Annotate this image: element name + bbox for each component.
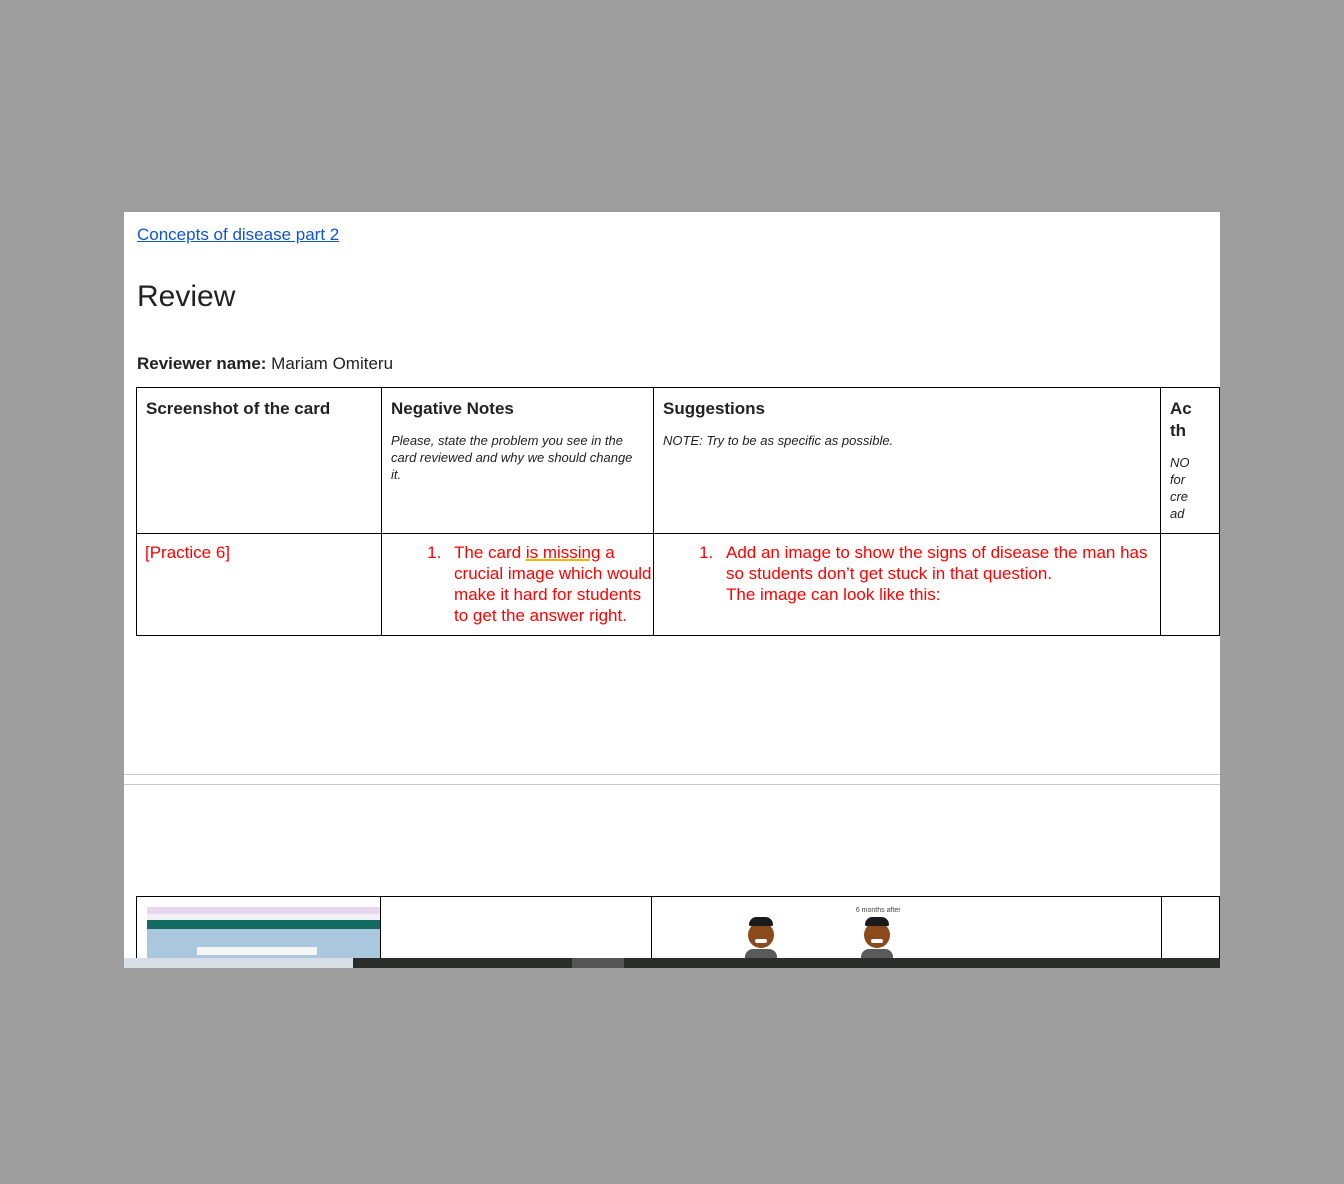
strip-light-segment: [124, 958, 353, 968]
review-table: [136, 387, 1220, 636]
header-cell-partial: [1160, 388, 1219, 534]
header-partial-line2: th: [1169, 421, 1186, 440]
suggestion-cell: [654, 534, 1161, 636]
suggestion-item: [718, 542, 1160, 605]
table-row: [137, 534, 1220, 636]
header-cell-suggestions: [654, 388, 1161, 534]
negative-text: a crucial image which would make it hard for students to get the answer right.: [454, 543, 652, 625]
negative-cell: [382, 534, 654, 636]
negative-notes-list: [382, 542, 653, 626]
reviewer-name: Mariam Omiteru: [266, 354, 394, 373]
document-page: [124, 212, 1220, 968]
partial-cell: [1160, 534, 1219, 636]
bottom-overlay-strip: [124, 958, 1220, 968]
suggestion-text: Add an image to show the signs of disease the man has so students don’t get stuck in that question.: [726, 543, 1148, 583]
header-partial-line1: Ac: [1169, 399, 1192, 418]
negative-text: The card: [454, 543, 526, 562]
header-suggestions: Suggestions: [663, 399, 766, 418]
partial-note-line: for: [1169, 472, 1186, 487]
suggestion-text: The image can look like this:: [726, 585, 941, 604]
thumb-banner: [197, 947, 317, 955]
page-break-line: [124, 784, 1220, 785]
partial-instruction: [1161, 442, 1219, 522]
suggestions-list: [654, 542, 1160, 605]
partial-note-line: cre: [1169, 489, 1188, 504]
man-after-illustration: [859, 917, 895, 957]
strip-mid-segment: [572, 958, 624, 968]
partial-note-line: ad: [1169, 506, 1185, 521]
man-before-illustration: [743, 917, 779, 957]
practice-card-label: [Practice 6]: [145, 543, 231, 562]
header-negative-notes: Negative Notes: [391, 399, 514, 418]
reviewer-line: [137, 354, 393, 374]
thumb-tab-bar: [147, 907, 381, 914]
table-header-row: [137, 388, 1220, 534]
partial-note-line: NO: [1169, 455, 1190, 470]
image-caption: 6 months after: [855, 907, 901, 914]
header-cell-screenshot: [137, 388, 382, 534]
suggestions-instruction: NOTE: Try to be as specific as possible.: [663, 433, 894, 448]
card-cell: [137, 534, 382, 636]
spellcheck-highlight[interactable]: is missing: [525, 543, 601, 562]
header-screenshot: Screenshot of the card: [146, 399, 331, 418]
document-link[interactable]: Concepts of disease part 2: [137, 225, 340, 244]
negative-note-item: [446, 542, 653, 626]
page-title: Review: [137, 280, 236, 313]
header-partial: [1161, 388, 1219, 442]
header-cell-negative: [382, 388, 654, 534]
reviewer-label: Reviewer name:: [137, 354, 267, 373]
page-break-line: [124, 774, 1220, 775]
negative-notes-instruction: Please, state the problem you see in the card reviewed and why we should change it.: [391, 433, 633, 482]
thumb-app-bar: [147, 920, 381, 929]
